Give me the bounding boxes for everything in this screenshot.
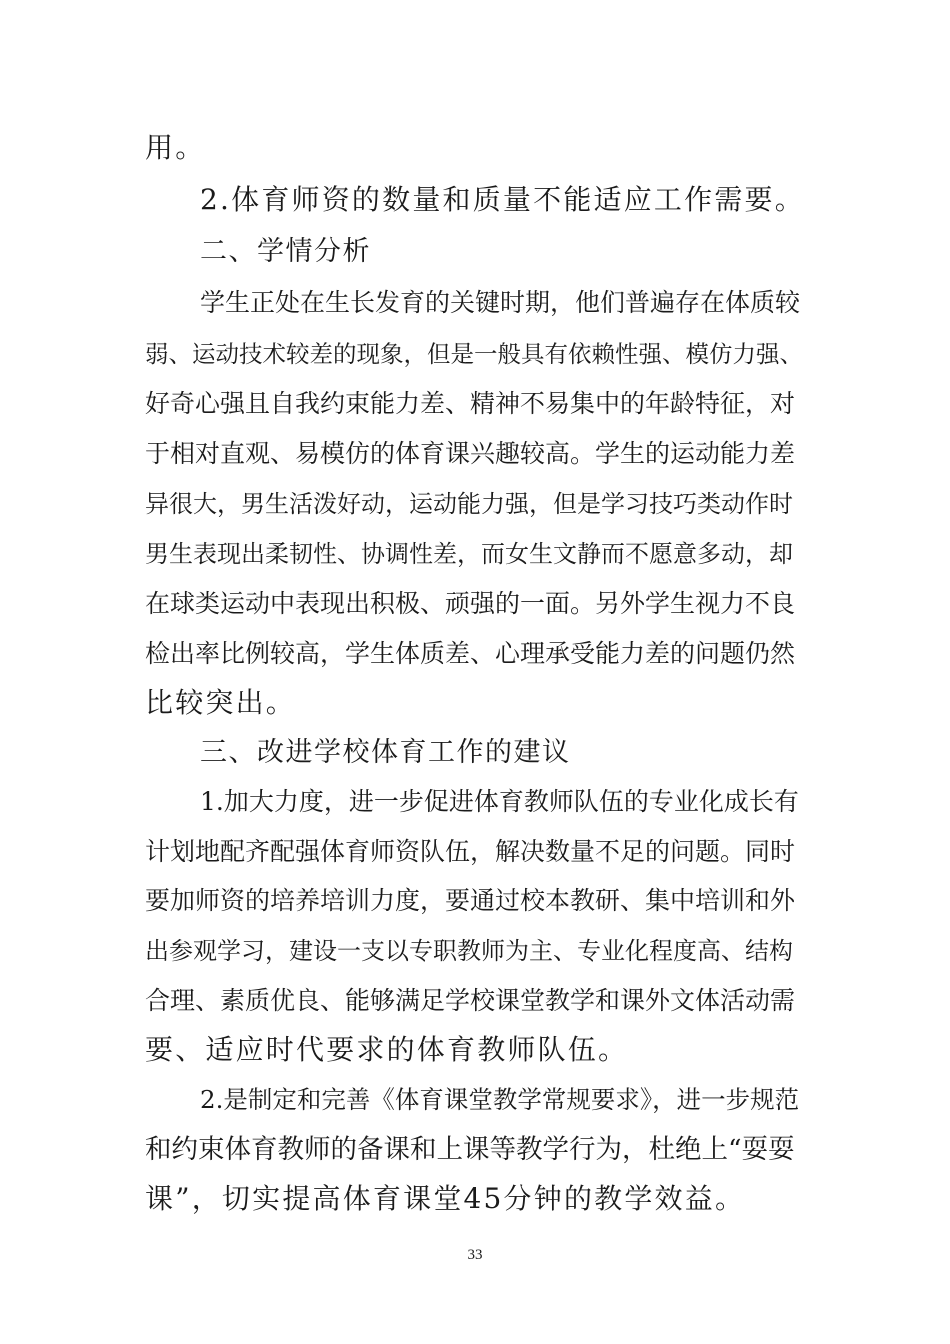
- body-text-line: 检出率比例较高，学生体质差、心理承受能力差的问题仍然: [145, 639, 796, 668]
- body-text-line: 1.加大力度，进一步促进体育教师队伍的专业化成长有: [200, 787, 799, 816]
- section-heading: 二、学情分析: [200, 236, 371, 267]
- body-text-line: 男生表现出柔韧性、协调性差，而女生文静而不愿意多动，却: [145, 540, 793, 568]
- body-text-line: 2.体育师资的数量和质量不能适应工作需要。: [200, 183, 805, 216]
- body-text-line: 异很大，男生活泼好动，运动能力强，但是学习技巧类动作时: [145, 490, 793, 518]
- body-text-line: 在球类运动中表现出积极、顽强的一面。另外学生视力不良: [145, 589, 796, 618]
- body-text-line: 学生正处在生长发育的关键时期，他们普遍存在体质较: [200, 288, 801, 317]
- body-text-line: 要加师资的培养培训力度，要通过校本教研、集中培训和外: [145, 886, 796, 915]
- body-text-line: 用。: [145, 131, 206, 164]
- body-text-line: 课”，切实提高体育课堂45分钟的教学效益。: [145, 1182, 746, 1215]
- body-text-line: 弱、运动技术较差的现象，但是一般具有依赖性强、模仿力强、: [145, 340, 803, 368]
- body-text-line: 出参观学习，建设一支以专职教师为主、专业化程度高、结构: [145, 937, 793, 965]
- body-text-line: 于相对直观、易模仿的体育课兴趣较高。学生的运动能力差: [145, 439, 796, 468]
- body-text-line: 好奇心强且自我约束能力差、精神不易集中的年龄特征，对: [145, 389, 796, 418]
- page-number: 33: [467, 1247, 483, 1263]
- body-text-line: 比较突出。: [145, 686, 297, 719]
- body-text-line: 2.是制定和完善《体育课堂教学常规要求》，进一步规范: [200, 1085, 800, 1114]
- body-text-line: 要、适应时代要求的体育教师队伍。: [145, 1033, 629, 1066]
- section-heading: 三、改进学校体育工作的建议: [200, 737, 571, 768]
- body-text-line: 和约束体育教师的备课和上课等教学行为，杜绝上“耍耍: [145, 1134, 795, 1165]
- body-text-line: 计划地配齐配强体育师资队伍，解决数量不足的问题。同时: [145, 837, 796, 866]
- body-text-line: 合理、素质优良、能够满足学校课堂教学和课外文体活动需: [145, 986, 796, 1015]
